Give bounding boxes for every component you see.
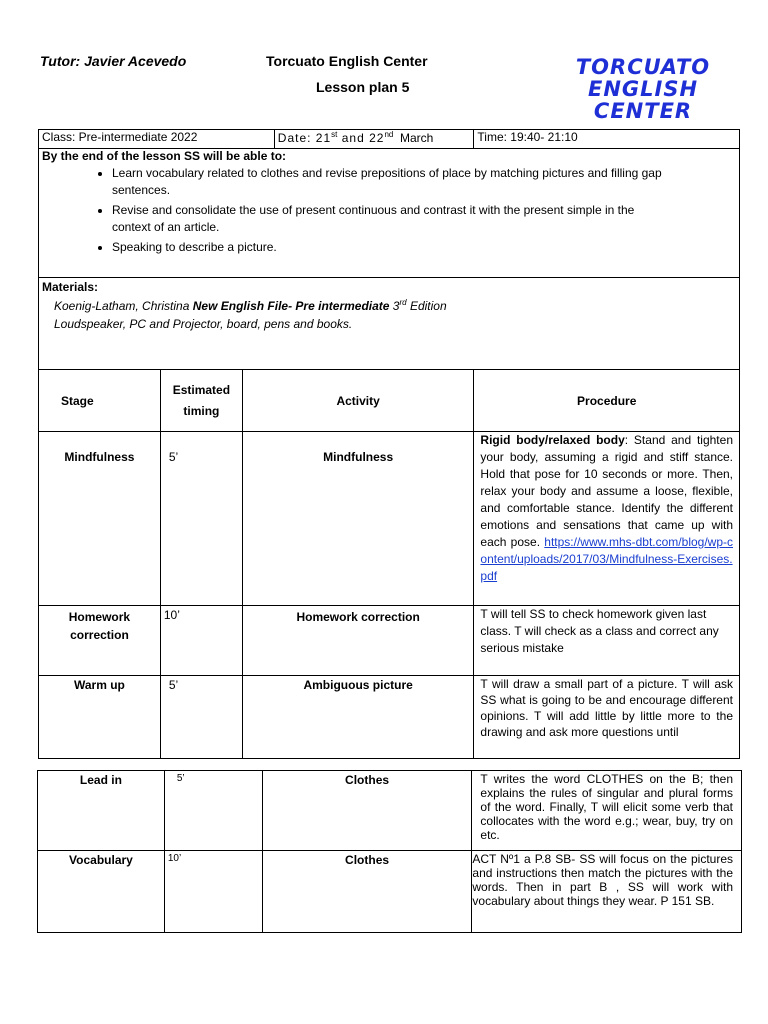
col-stage: Stage bbox=[39, 370, 161, 432]
book-edition-word: Edition bbox=[406, 299, 447, 313]
stage-cell: Homework correction bbox=[39, 606, 161, 676]
date-mid: and 22 bbox=[337, 131, 385, 145]
activity-cell: Homework correction bbox=[242, 606, 474, 676]
date-sup-2: nd bbox=[384, 130, 394, 139]
col-activity: Activity bbox=[242, 370, 474, 432]
activity-cell: Mindfulness bbox=[242, 432, 474, 606]
materials-heading: Materials: bbox=[42, 280, 99, 294]
lesson-table bbox=[38, 129, 740, 759]
time-cell: 10’ bbox=[160, 606, 242, 676]
objective-item: • Learn vocabulary related to clothes and revise prepositions of place by matching pictures and filling gap sentences. bbox=[112, 165, 736, 199]
class-label: Class: Pre-intermediate 2022 bbox=[42, 130, 198, 144]
lesson-row-homework bbox=[39, 606, 740, 676]
lesson-row-leadin bbox=[38, 771, 742, 851]
col-procedure: Procedure bbox=[474, 370, 740, 432]
stage-cell: Vocabulary bbox=[38, 851, 165, 933]
col-timing: Estimated timing bbox=[160, 370, 242, 432]
objectives-cell bbox=[39, 149, 740, 278]
lesson-row-mindfulness bbox=[39, 432, 740, 606]
date-prefix: Date: 21 bbox=[277, 131, 332, 145]
info-row bbox=[39, 130, 740, 149]
tutor-name: Tutor: Javier Acevedo bbox=[40, 53, 187, 69]
lesson-plan-title: Lesson plan 5 bbox=[316, 79, 410, 95]
procedure-cell: ACT Nº1 a P.8 SB- SS will focus on the pictures and instructions then match the pictures with the words. Then in part B , SS will work with vocabulary about things they wear. P 151 SB. bbox=[472, 851, 742, 933]
procedure-cell: T writes the word CLOTHES on the B; then explains the rules of singular and plural forms of the word. Finally, T will elicit some verb that collocates with the word e.g.; wear, buy, try on etc. bbox=[472, 771, 742, 851]
book-edition-num: 3 bbox=[389, 299, 400, 313]
activity-cell: Clothes bbox=[262, 771, 472, 851]
date-sup-1: st bbox=[331, 130, 338, 139]
mindfulness-link[interactable]: https://www.mhs-dbt.com/blog/wp-content/uploads/2017/03/Mindfulness-Exercises.pdf bbox=[480, 535, 733, 583]
activity-cell: Clothes bbox=[262, 851, 472, 933]
book-title: New English File- Pre intermediate bbox=[192, 299, 390, 313]
time-cell: 5’ bbox=[164, 771, 262, 851]
time-cell: 5’ bbox=[160, 676, 242, 759]
materials-book bbox=[42, 294, 736, 315]
objectives-row bbox=[39, 149, 740, 278]
lesson-row-vocabulary bbox=[38, 851, 742, 933]
torcuato-logo bbox=[560, 56, 726, 122]
objective-item: • Speaking to describe a picture. bbox=[112, 239, 736, 256]
lesson-table-continued bbox=[37, 770, 742, 933]
procedure-cell: T will tell SS to check homework given last class. T will check as a class and correct any serious mistake bbox=[474, 606, 740, 676]
stage-cell: Warm up bbox=[39, 676, 161, 759]
activity-cell: Ambiguous picture bbox=[242, 676, 474, 759]
objective-item: • Revise and consolidate the use of present continuous and contrast it with the present simple in the context of an article. bbox=[112, 202, 736, 236]
time-cell bbox=[474, 130, 740, 149]
materials-row bbox=[39, 278, 740, 370]
logo-line-2: ENGLISH bbox=[587, 77, 699, 101]
procedure-bold: Rigid body/relaxed body bbox=[480, 433, 625, 447]
date-suffix: March bbox=[393, 131, 434, 145]
procedure-text: : Stand and tighten your body, assuming a rigid and stiff stance. Hold that pose for 10 seconds or more. Then, relax your body and assume a loose, flexible, and comfortable stance. Identify the different emotions and sensations that came up with each pose. bbox=[480, 433, 733, 549]
materials-equipment: Loudspeaker, PC and Projector, board, pens and books. bbox=[54, 317, 353, 331]
objectives-list bbox=[42, 165, 736, 256]
logo-line-3: CENTER bbox=[593, 99, 693, 123]
stage-cell: Lead in bbox=[38, 771, 165, 851]
stage-cell: Mindfulness bbox=[39, 432, 161, 606]
objectives-heading: By the end of the lesson SS will be able to: bbox=[42, 149, 287, 163]
time-label: Time: 19:40- 21:10 bbox=[477, 130, 578, 144]
procedure-cell bbox=[474, 432, 740, 606]
column-headers bbox=[39, 370, 740, 432]
materials-cell bbox=[39, 278, 740, 370]
logo-line-1: TORCUATO bbox=[575, 55, 711, 79]
procedure-cell: T will draw a small part of a picture. T will ask SS what is going to be and encourage different opinions. T will add little by little more to the drawing and ask more questions until bbox=[474, 676, 740, 759]
time-cell: 10’ bbox=[164, 851, 262, 933]
book-author: Koenig-Latham, Christina bbox=[54, 299, 193, 313]
book-edition-sup: rd bbox=[399, 298, 407, 307]
lesson-row-warmup bbox=[39, 676, 740, 759]
center-name: Torcuato English Center bbox=[266, 53, 428, 69]
class-cell bbox=[39, 130, 275, 149]
date-cell bbox=[274, 130, 474, 149]
time-cell: 5’ bbox=[160, 432, 242, 606]
